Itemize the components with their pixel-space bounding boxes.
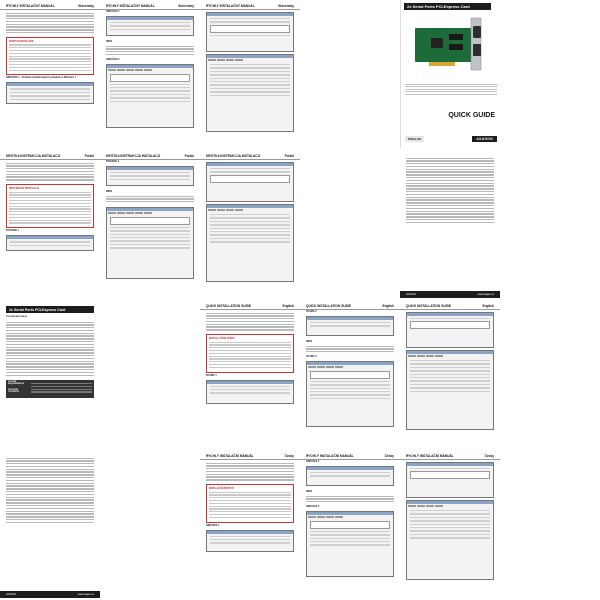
- screenshot: [306, 511, 394, 577]
- panel-header: QUICK INSTALLATION GUIDE: [206, 304, 252, 308]
- panel-language: Slovensky: [78, 4, 94, 8]
- screenshot: [106, 16, 194, 36]
- figure-caption: OBRÁZEK 3: [306, 505, 320, 508]
- panel-sk-intro: [0, 0, 100, 148]
- panel-language: Česky: [484, 454, 494, 458]
- panel-header: KRÓTKA INSTRUKCJA INSTALACJI: [106, 154, 161, 158]
- panel-header: RÝCHLY INŠTALAČNÝ MANUÁL: [106, 4, 155, 8]
- panel-sk-figures: [100, 0, 200, 148]
- screenshot: [406, 500, 494, 580]
- figure-caption: OBRÁZEK 1: [206, 524, 220, 527]
- website-link[interactable]: www.axagon.eu: [77, 593, 94, 596]
- screenshot: [406, 350, 494, 430]
- panel-header: KRÓTKA INSTRUKCJA INSTALACJI: [206, 154, 261, 158]
- panel-pl-settings: [200, 150, 300, 298]
- screenshot: [306, 466, 394, 486]
- figure-caption: OBRÁZOK 2: [106, 11, 120, 13]
- figure-caption: FIGURE 1: [206, 374, 217, 377]
- panel-pl-intro: [0, 150, 100, 298]
- panel-header: RYCHLÝ INSTALAČNÍ MANUÁL: [206, 454, 254, 458]
- screenshot: [6, 235, 94, 251]
- panel-language: English: [482, 304, 494, 308]
- panel-header: QUICK INSTALLATION GUIDE: [306, 304, 352, 308]
- panel-language: Slovensky: [278, 4, 294, 8]
- panel-header: RYCHLÝ INSTALAČNÍ MANUÁL: [406, 454, 454, 458]
- panel-language: Slovensky: [178, 4, 194, 8]
- section-title: PROCEDURA INSTALACJI: [9, 187, 39, 191]
- panel-header: RÝCHLY INŠTALAČNÝ MANUÁL: [6, 4, 55, 8]
- screenshot: [6, 82, 94, 104]
- panel-pl-figures: [100, 150, 200, 298]
- requirements-label: SYSTEM REQUIREMENTS: [8, 381, 25, 386]
- panel-specs: [0, 300, 100, 448]
- install-steps-box: [6, 184, 94, 228]
- figure-caption: OBRÁZOK 1 – Prehľad nainštalovaných zariadení vo Windows 7: [6, 77, 76, 80]
- section-title: INSTALLATION STEPS: [209, 337, 235, 341]
- panel-sk-settings: [200, 0, 300, 148]
- requirements-box: [6, 380, 94, 398]
- screenshot: [106, 207, 194, 279]
- figure-caption: OBRÁZOK 3: [106, 58, 120, 61]
- screenshot: [406, 312, 494, 348]
- panel-header: RÝCHLY INŠTALAČNÝ MANUÁL: [206, 4, 255, 8]
- panel-header: RYCHLÝ INSTALAČNÍ MANUÁL: [306, 454, 354, 458]
- install-steps-box: [206, 484, 294, 522]
- panel-language: Polski: [284, 154, 294, 158]
- info-title: INFO: [306, 340, 313, 343]
- install-steps-box: [6, 37, 94, 75]
- figure-caption: FIGURE 3: [306, 355, 317, 358]
- logo-mark: AXAGON: [6, 593, 16, 596]
- axagon-logo: AXAGON: [472, 136, 497, 142]
- panel-language: Česky: [384, 454, 394, 458]
- panel-cz-specs-bottom: [0, 450, 100, 598]
- info-title: INFO: [306, 490, 313, 493]
- model-label: PCEA-S2: [405, 136, 424, 142]
- screenshot: [206, 12, 294, 52]
- package-label: PACKAGE CONTENTS: [8, 389, 19, 394]
- screenshot: [206, 380, 294, 404]
- screenshot: [406, 462, 494, 498]
- info-title: INFO: [106, 40, 113, 43]
- install-steps-box: [206, 334, 294, 372]
- quick-guide-heading: QUICK GUIDE: [448, 112, 495, 119]
- figure-caption: RYSUNEK 1: [6, 230, 20, 233]
- panel-en-intro: [200, 300, 300, 448]
- panel-language: English: [382, 304, 394, 308]
- section-title: INSTALAČNÍ POSTUP: [209, 487, 234, 491]
- panel-cz-specs: [400, 150, 500, 298]
- panel-en-settings: [400, 300, 500, 448]
- spec-title: TECHNICKÉ ÚDAJE: [6, 316, 27, 318]
- panel-language: Česky: [284, 454, 294, 458]
- screenshot: [206, 162, 294, 202]
- screenshot: [206, 54, 294, 132]
- page-footer: [0, 591, 100, 598]
- info-title: INFO: [106, 190, 113, 193]
- pcie-card-image: [409, 14, 491, 74]
- page-footer: [400, 291, 500, 298]
- section-title: POSTUP INŠTALÁCIE: [9, 39, 34, 43]
- panel-cz-figures: [300, 450, 400, 598]
- spec-card-title: 2x Serial Ports PCI-Express Card: [6, 306, 94, 313]
- panel-language: English: [282, 304, 294, 308]
- screenshot: [306, 316, 394, 336]
- website-link[interactable]: www.axagon.eu: [477, 293, 494, 296]
- panel-cover: [400, 0, 500, 148]
- panel-language: Polski: [184, 154, 194, 158]
- figure-caption: OBRÁZEK 2: [306, 461, 320, 463]
- screenshot: [206, 204, 294, 282]
- logo-mark: AXAGON: [406, 293, 416, 296]
- screenshot: [206, 530, 294, 552]
- cover-title: 2x Serial Ports PCI-Express Card: [404, 3, 491, 10]
- panel-cz-intro: [200, 450, 300, 598]
- panel-en-figures: [300, 300, 400, 448]
- panel-header: KRÓTKA INSTRUKCJA INSTALACJI: [6, 154, 61, 158]
- figure-caption: FIGURE 2: [306, 311, 317, 313]
- panel-language: Polski: [84, 154, 94, 158]
- figure-caption: RYSUNEK 2: [106, 161, 120, 163]
- panel-cz-settings: [400, 450, 500, 598]
- screenshot: [106, 64, 194, 128]
- panel-header: QUICK INSTALLATION GUIDE: [406, 304, 452, 308]
- screenshot: [306, 361, 394, 427]
- screenshot: [106, 166, 194, 186]
